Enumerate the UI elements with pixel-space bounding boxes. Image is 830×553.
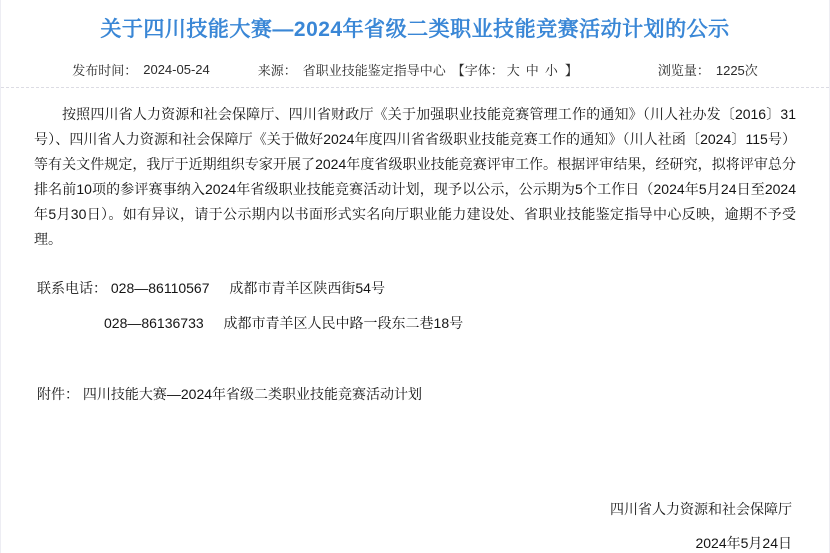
source-label: 来源： bbox=[257, 63, 297, 78]
contact-line-2 bbox=[34, 313, 796, 333]
contact-address-1: 成都市青羊区陕西街54号 bbox=[229, 280, 385, 296]
source-value: 省职业技能鉴定指导中心 bbox=[302, 63, 446, 78]
page-title: 关于四川技能大赛—2024年省级二类职业技能竞赛活动计划的公示 bbox=[100, 18, 730, 41]
article-meta-bar bbox=[1, 60, 829, 79]
issuing-authority: 四川省人力资源和社会保障厅 bbox=[610, 501, 792, 517]
font-size-medium-button[interactable]: 中 bbox=[525, 63, 539, 78]
contact-address-2: 成都市青羊区人民中路一段东二巷18号 bbox=[223, 315, 464, 331]
dashed-divider bbox=[1, 87, 829, 88]
font-size-small-button[interactable]: 小 bbox=[544, 63, 558, 78]
contact-phone-1: 028—86110567 bbox=[110, 280, 210, 296]
font-size-label: 【字体： bbox=[451, 63, 504, 78]
contact-line-1 bbox=[34, 278, 796, 298]
font-size-label-close: 】 bbox=[564, 63, 578, 78]
publish-time-label: 发布时间： bbox=[72, 63, 138, 78]
font-size-large-button[interactable]: 大 bbox=[506, 63, 520, 78]
contact-label: 联系电话： bbox=[37, 280, 107, 296]
attachment-row bbox=[34, 384, 796, 404]
contact-phone-2: 028—86136733 bbox=[104, 315, 204, 331]
notice-content bbox=[1, 102, 829, 553]
publish-time-value: 2024-05-24 bbox=[143, 62, 210, 77]
attachment-label: 附件： bbox=[37, 386, 79, 402]
attachment-link[interactable]: 四川技能大赛—2024年省级二类职业技能竞赛活动计划 bbox=[82, 386, 423, 402]
notice-paragraph: 按照四川省人力资源和社会保障厅、四川省财政厅《关于加强职业技能竞赛管理工作的通知》（川人社办发〔2016〕31号）、四川省人力资源和社会保障厅《关于做好2024年度四川省省级职业技能竞赛工作的通知》（川人社函〔2024〕115号）等有关文件规定，我厅于近期组织专家开展了2024年度省级职业技能竞赛评审工作。根据评审结果，经研究，拟将评审总分排名前10项的参评赛事纳入2024年省级职业技能竞赛活动计划，现予以公示，公示期为5个工作日（2024年5月24日至2024年5月30日）。如有异议，请于公示期内以书面形式实名向厅职业能力建设处、省职业技能鉴定指导中心反映，逾期不予受理。 bbox=[34, 106, 796, 247]
views-value: 1225次 bbox=[715, 63, 758, 78]
views-label: 浏览量： bbox=[657, 63, 710, 78]
issue-date: 2024年5月24日 bbox=[695, 535, 792, 551]
